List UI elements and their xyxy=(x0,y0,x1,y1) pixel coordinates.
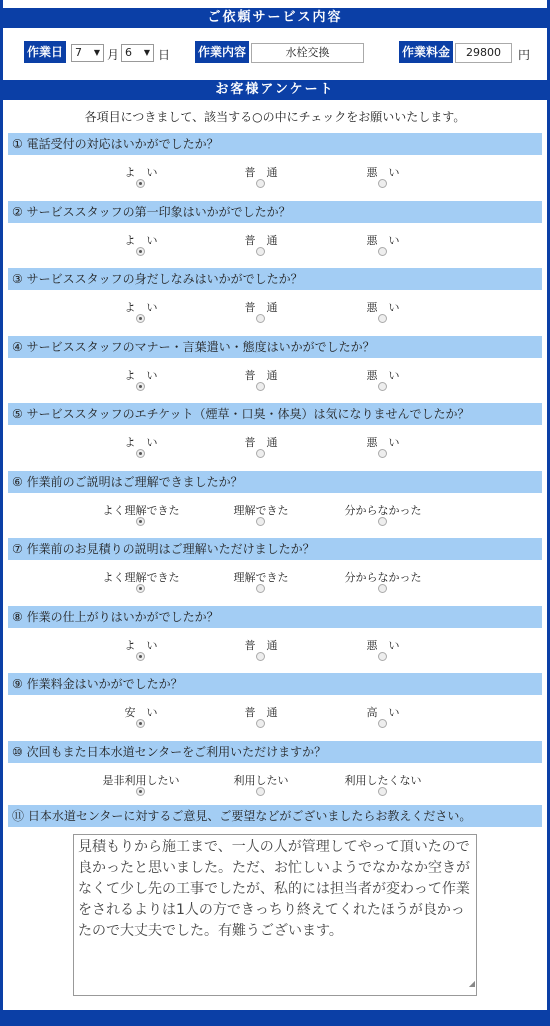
question-5-option-3-label: 悪 い xyxy=(366,436,400,449)
question-6-option-1-label: よく理解できた xyxy=(102,504,180,517)
question-8-radio-1[interactable] xyxy=(136,652,145,661)
month-select[interactable] xyxy=(71,44,104,62)
question-6-label: ⑥ 作業前のご説明はご理解できましたか？ xyxy=(8,471,542,493)
question-6-option-2-label: 理解できた xyxy=(233,504,289,517)
date-label: 作業日 xyxy=(24,41,66,63)
question-10-radio-1[interactable] xyxy=(136,787,145,796)
question-5-radio-3[interactable] xyxy=(378,449,387,458)
question-6-radio-2[interactable] xyxy=(256,517,265,526)
question-8-radio-3[interactable] xyxy=(378,652,387,661)
survey-intro: 各項目につきまして、該当する○の中にチェックをお願いいたします。 xyxy=(84,110,466,124)
comment-text: 見積もりから施工まで、一人の人が管理してやって頂いたので良かったと思いました。ただ、お忙しいようでなかなか空きがなくて少し先の工事でしたが、私的には担当者が変わって作業をされるよりは1人の方できっちり終えてくれたほうが良かったので大丈夫でした。有難うございます。 xyxy=(78,839,470,939)
chevron-down-icon: ▼ xyxy=(93,48,100,57)
question-9-option-1-label: 安 い xyxy=(124,706,158,719)
question-5-radio-1[interactable] xyxy=(136,449,145,458)
question-2-option-3-label: 悪 い xyxy=(366,234,400,247)
question-4-radio-3[interactable] xyxy=(378,382,387,391)
question-4-option-2-label: 普 通 xyxy=(244,369,278,382)
question-2-radio-2[interactable] xyxy=(256,247,265,256)
survey-banner: お客様アンケート xyxy=(3,80,547,100)
question-8-radio-2[interactable] xyxy=(256,652,265,661)
day-value: 6 xyxy=(125,46,132,59)
question-9-radio-3[interactable] xyxy=(378,719,387,728)
content-field[interactable]: 水栓交換 xyxy=(251,43,364,63)
question-10-option-1-label: 是非利用したい xyxy=(102,774,180,787)
question-8-label: ⑧ 作業の仕上がりはいかがでしたか？ xyxy=(8,606,542,628)
question-10-option-3-label: 利用したくない xyxy=(344,774,422,787)
question-7-option-1-label: よく理解できた xyxy=(102,571,180,584)
question-3-option-3-label: 悪 い xyxy=(366,301,400,314)
comment-question: ⑪ 日本水道センターに対するご意見、ご要望などがございましたらお教えください。 xyxy=(8,805,542,827)
question-3-option-2-label: 普 通 xyxy=(244,301,278,314)
question-2-radio-1[interactable] xyxy=(136,247,145,256)
question-3-radio-3[interactable] xyxy=(378,314,387,323)
service-banner: ご依頼サービス内容 xyxy=(3,8,547,28)
question-1-option-1-label: よ い xyxy=(124,166,158,179)
question-6-radio-1[interactable] xyxy=(136,517,145,526)
question-4-option-1-label: よ い xyxy=(124,369,158,382)
question-5-label: ⑤ サービススタッフのエチケット（煙草・口臭・体臭）は気になりませんでしたか？ xyxy=(8,403,542,425)
question-1-label: ① 電話受付の対応はいかがでしたか？ xyxy=(8,133,542,155)
question-7-radio-1[interactable] xyxy=(136,584,145,593)
question-3-label: ③ サービススタッフの身だしなみはいかがでしたか？ xyxy=(8,268,542,290)
question-9-label: ⑨ 作業料金はいかがでしたか？ xyxy=(8,673,542,695)
question-10-label: ⑩ 次回もまた日本水道センターをご利用いただけますか？ xyxy=(8,741,542,763)
comment-textarea[interactable] xyxy=(73,834,477,996)
question-1-option-2-label: 普 通 xyxy=(244,166,278,179)
question-5-radio-2[interactable] xyxy=(256,449,265,458)
question-10-radio-3[interactable] xyxy=(378,787,387,796)
question-7-radio-3[interactable] xyxy=(378,584,387,593)
fee-unit: 円 xyxy=(518,48,531,62)
month-unit: 月 xyxy=(107,48,120,62)
question-9-option-3-label: 高 い xyxy=(366,706,400,719)
question-7-option-2-label: 理解できた xyxy=(233,571,289,584)
question-2-option-1-label: よ い xyxy=(124,234,158,247)
content-label: 作業内容 xyxy=(195,41,249,63)
question-9-radio-1[interactable] xyxy=(136,719,145,728)
question-10-radio-2[interactable] xyxy=(256,787,265,796)
question-4-label: ④ サービススタッフのマナー・言葉遣い・態度はいかがでしたか？ xyxy=(8,336,542,358)
question-6-radio-3[interactable] xyxy=(378,517,387,526)
question-2-radio-3[interactable] xyxy=(378,247,387,256)
question-1-radio-2[interactable] xyxy=(256,179,265,188)
question-7-label: ⑦ 作業前のお見積りの説明はご理解いただけましたか？ xyxy=(8,538,542,560)
question-8-option-1-label: よ い xyxy=(124,639,158,652)
question-3-option-1-label: よ い xyxy=(124,301,158,314)
question-9-option-2-label: 普 通 xyxy=(244,706,278,719)
question-9-radio-2[interactable] xyxy=(256,719,265,728)
fee-label: 作業料金 xyxy=(399,41,453,63)
question-1-option-3-label: 悪 い xyxy=(366,166,400,179)
question-10-option-2-label: 利用したい xyxy=(233,774,289,787)
question-2-label: ② サービススタッフの第一印象はいかがでしたか？ xyxy=(8,201,542,223)
chevron-down-icon: ▼ xyxy=(143,48,150,57)
question-1-radio-1[interactable] xyxy=(136,179,145,188)
question-4-radio-2[interactable] xyxy=(256,382,265,391)
question-3-radio-1[interactable] xyxy=(136,314,145,323)
question-1-radio-3[interactable] xyxy=(378,179,387,188)
question-4-option-3-label: 悪 い xyxy=(366,369,400,382)
question-8-option-2-label: 普 通 xyxy=(244,639,278,652)
day-unit: 日 xyxy=(158,48,171,62)
question-7-option-3-label: 分からなかった xyxy=(344,571,422,584)
question-8-option-3-label: 悪 い xyxy=(366,639,400,652)
question-3-radio-2[interactable] xyxy=(256,314,265,323)
question-4-radio-1[interactable] xyxy=(136,382,145,391)
question-6-option-3-label: 分からなかった xyxy=(344,504,422,517)
service-row xyxy=(3,33,547,69)
footer-bar xyxy=(3,1010,547,1026)
question-2-option-2-label: 普 通 xyxy=(244,234,278,247)
question-7-radio-2[interactable] xyxy=(256,584,265,593)
resize-grip-icon[interactable]: ◢ xyxy=(468,979,475,988)
question-5-option-1-label: よ い xyxy=(124,436,158,449)
day-select[interactable] xyxy=(121,44,154,62)
question-5-option-2-label: 普 通 xyxy=(244,436,278,449)
fee-field[interactable]: 29800 xyxy=(455,43,512,63)
month-value: 7 xyxy=(75,46,82,59)
